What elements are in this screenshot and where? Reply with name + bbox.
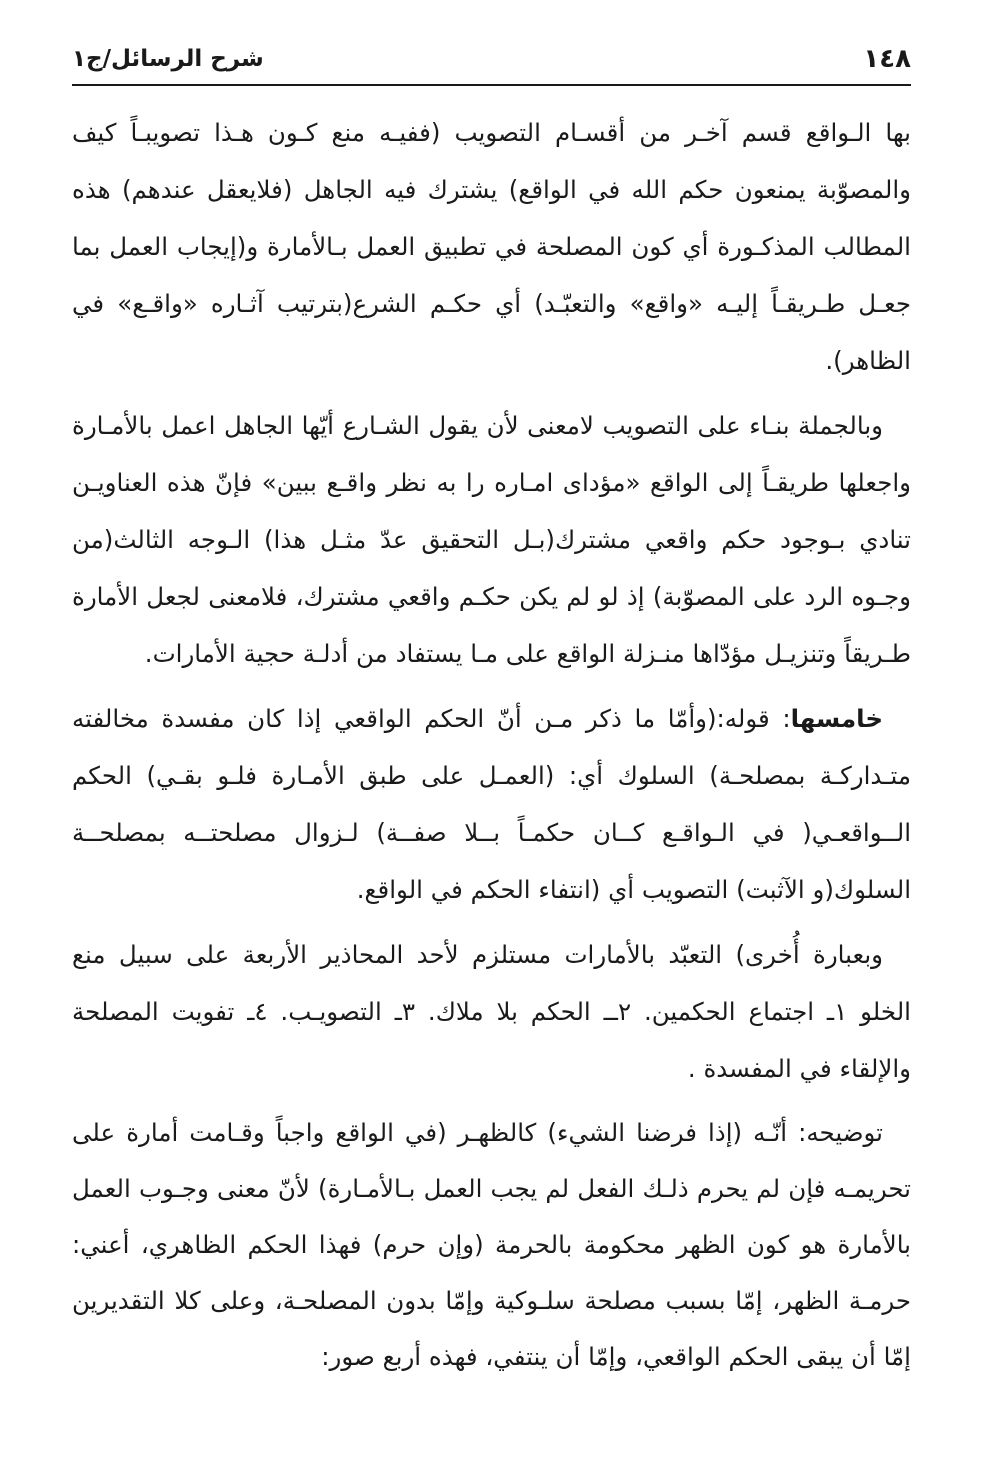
paragraph-text: بها الـواقع قسم آخـر من أقسـام التصويب (ففيـه منع كـون هـذا تصويبـاً كيف والمصوّبة يمنعون حكم الله في الواقع) يشترك فيه الجاهل (فلايعقل عندهم) هذه المطالب المذكـورة أي كون المصلحة في تطبيق العمل بـالأمارة و(إيجاب العمل بما جعـل طـريقـاً إليـه «واقع» والتعبّـد) أي حكـم الشرع(بترتيب آثـاره «واقـع» في الظاهر). — [72, 118, 911, 375]
paragraph-4 — [72, 926, 911, 1097]
page-body — [72, 104, 911, 1393]
paragraph-text: توضيحه: أنّـه (إذا فرضنا الشيء) كالظهـر (في الواقع واجباً وقـامت أمارة على تحريمـه فإن لم يحرم ذلـك الفعل لم يجب العمل بـالأمـارة) لأنّ معنى وجـوب العمل بالأمارة هو كون الظهر محكومة بالحرمة (وإن حرم) فهذا الحكم الظاهري، أعني: حرمـة الظهر، إمّا بسبب مصلحة سلـوكية وإمّا بدون المصلحـة، وعلى كلا التقديرين إمّا أن يبقى الحكم الواقعي، وإمّا أن ينتفي، فهذه أربع صور: — [72, 1118, 911, 1371]
section-lead-word: خامسها — [790, 704, 883, 733]
paragraph-3 — [72, 690, 911, 918]
page-header — [72, 40, 911, 86]
paragraph-1 — [72, 104, 911, 389]
page-number: ١٤٨ — [863, 44, 911, 74]
paragraph-text: وبالجملة بنـاء على التصويب لامعنى لأن يقول الشـارع أيّها الجاهل اعمل بالأمـارة واجعلها طريقـاً إلى الواقع «مؤداى امـاره را به نظر واقـع ببين» فإنّ هذه العناويـن تنادي بـوجود حكم واقعي مشترك(بـل التحقيق عدّ مثـل هذا) الـوجه الثالث(من وجـوه الرد على المصوّبة) إذ لو لم يكن حكـم واقعي مشترك، فلامعنى لجعل الأمارة طـريقاً وتنزيـل مؤدّاها منـزلة الواقع على مـا يستفاد من أدلـة حجية الأمارات. — [72, 411, 911, 668]
paragraph-5 — [72, 1105, 911, 1385]
paragraph-text: : قوله:(وأمّا ما ذكر مـن أنّ الحكم الواقعي إذا كان مفسدة مخالفته متـداركـة بمصلحـة) السلوك أي: (العمـل على طبق الأمـارة فلـو بقـي) الحكم الــواقعـي( في الـواقـع كــان حكمـاً بــلا صفــة) لـزوال مصلحتــه بمصلحــة السلوك(و الآثبت) التصويب أي (انتفاء الحكم في الواقع. — [72, 704, 911, 904]
paragraph-2 — [72, 397, 911, 682]
running-title: شرح الرسائل/ج١ — [72, 46, 264, 72]
paragraph-text: وبعبارة أُخرى) التعبّد بالأمارات مستلزم لأحد المحاذير الأربعة على سبيل منع الخلو ١ـ اجتماع الحكمين. ٢ــ الحكم بلا ملاك. ٣ـ التصويـب. ٤ـ تفويت المصلحة والإلقاء في المفسدة . — [72, 940, 911, 1083]
